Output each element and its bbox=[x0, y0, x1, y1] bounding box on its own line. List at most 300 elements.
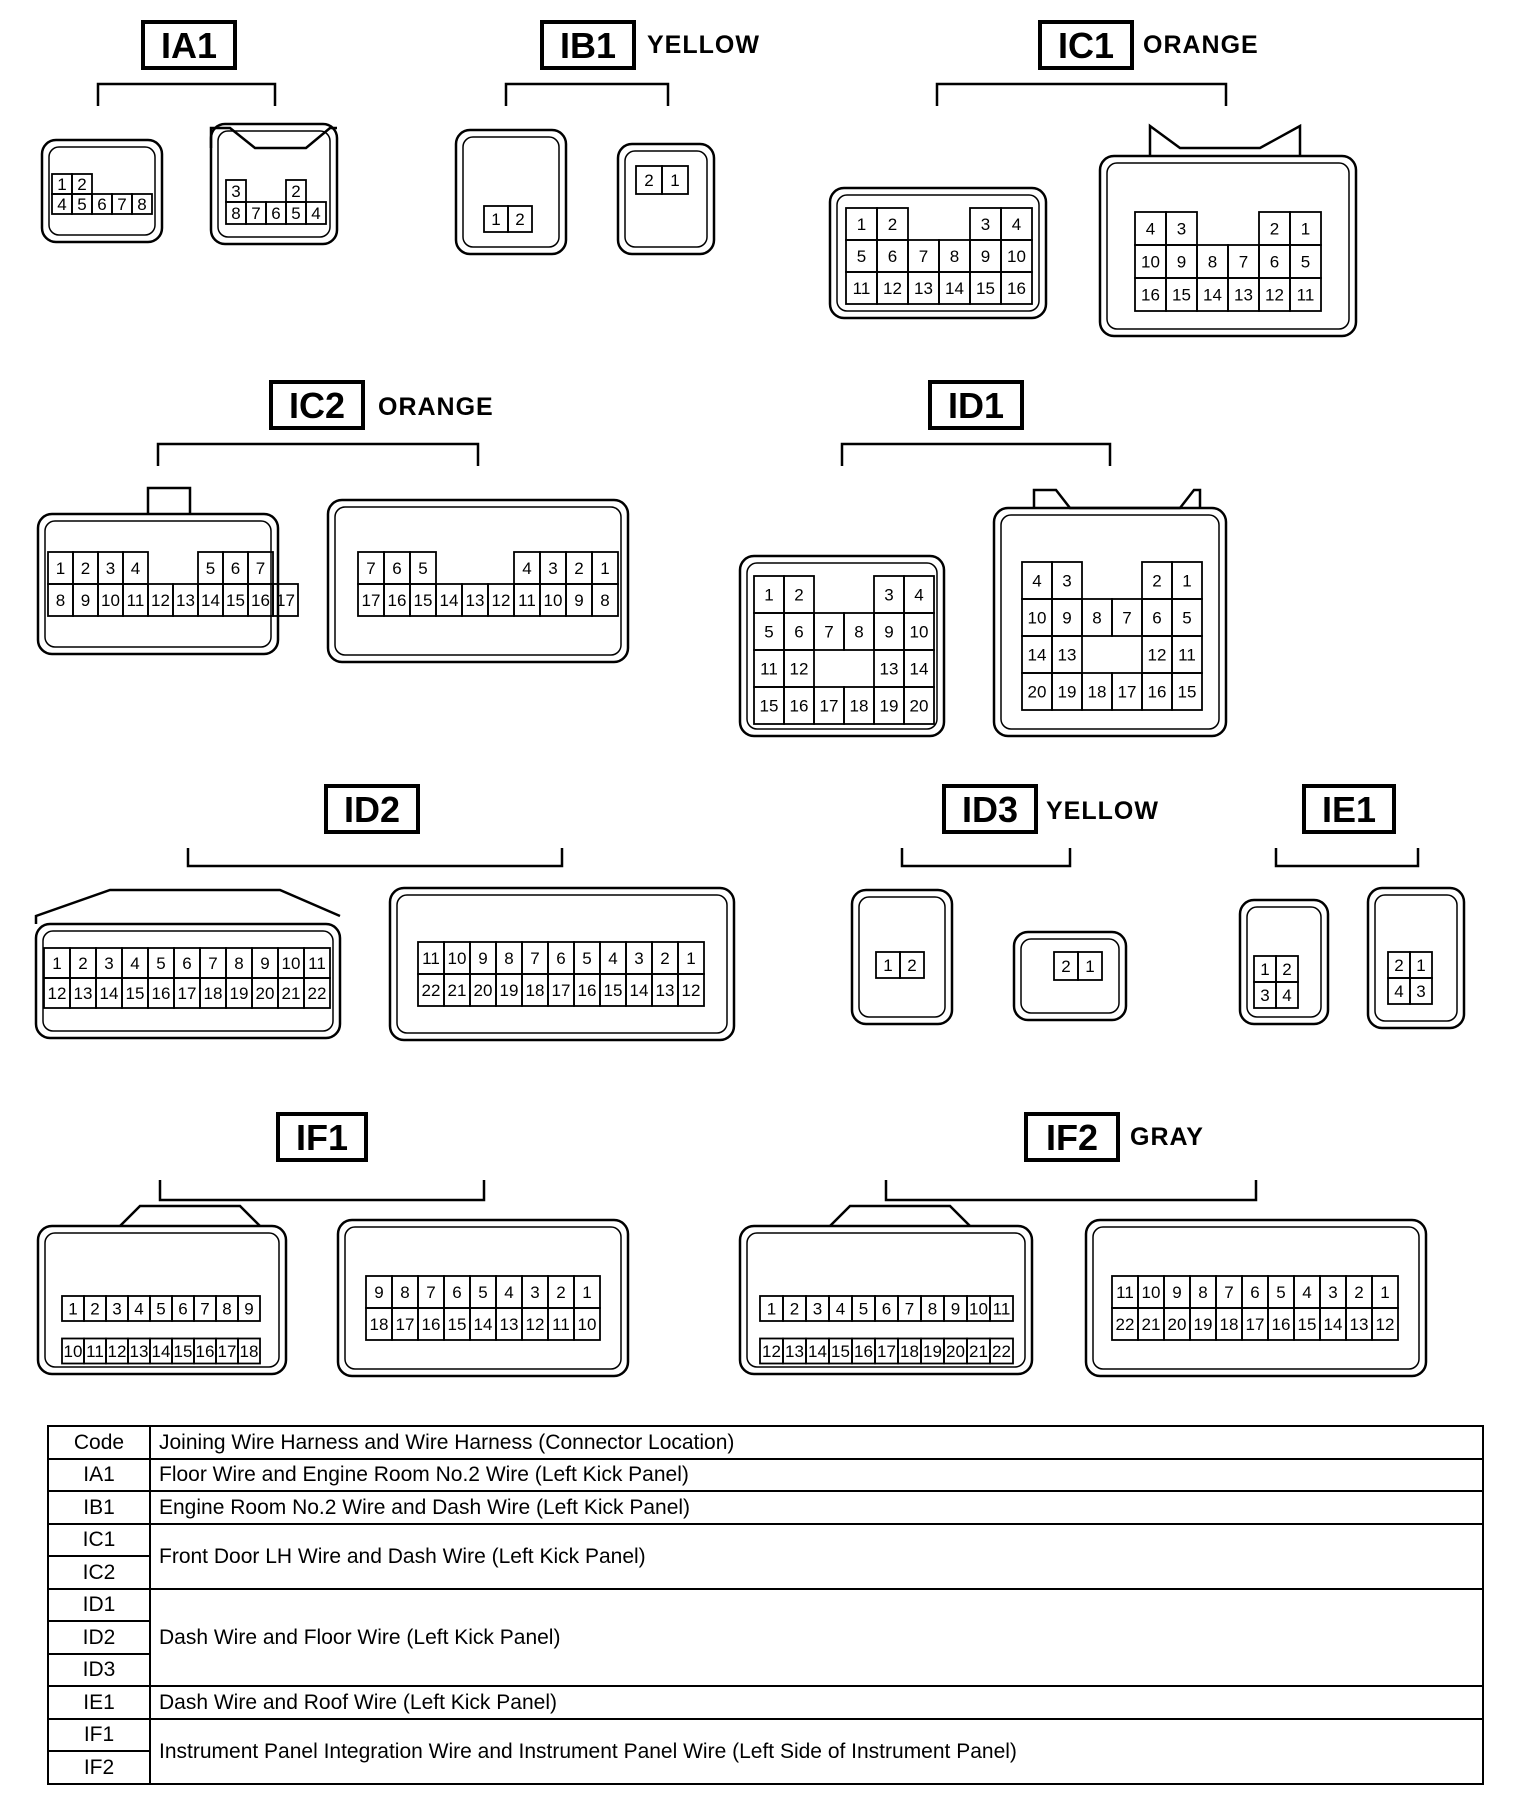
row-code: IA1 bbox=[48, 1459, 150, 1492]
pin-grid-right bbox=[1135, 212, 1321, 311]
pin-number: 2 bbox=[291, 182, 301, 201]
pin-number: 10 bbox=[1141, 252, 1160, 272]
pin-number: 8 bbox=[1198, 1283, 1208, 1302]
pin-number: 15 bbox=[413, 591, 433, 610]
pin-number: 6 bbox=[182, 954, 192, 973]
pin-number: 9 bbox=[80, 591, 91, 610]
pin-number: 1 bbox=[600, 559, 610, 578]
pin-grid-left bbox=[754, 576, 934, 724]
connector-code-label: ID1 bbox=[947, 385, 1005, 426]
pin-number: 7 bbox=[1238, 252, 1249, 272]
pin-number: 16 bbox=[387, 591, 407, 610]
pin-number: 14 bbox=[1203, 285, 1222, 305]
row-code: ID2 bbox=[48, 1621, 150, 1654]
pin-number: 14 bbox=[1323, 1315, 1343, 1334]
pin-grid-left bbox=[62, 1296, 260, 1364]
pin-number: 10 bbox=[969, 1299, 988, 1319]
pin-number: 11 bbox=[1116, 1283, 1134, 1302]
pin-number: 19 bbox=[923, 1342, 942, 1361]
pin-number: 18 bbox=[525, 981, 545, 1000]
pin-number: 18 bbox=[1219, 1315, 1239, 1334]
pin-number: 13 bbox=[655, 981, 675, 1000]
pin-number: 6 bbox=[556, 949, 566, 968]
pin-number: 13 bbox=[914, 279, 933, 298]
pin-number: 17 bbox=[1117, 682, 1137, 702]
pin-number: 11 bbox=[992, 1299, 1011, 1319]
pin-number: 4 bbox=[1011, 215, 1022, 234]
pin-grid-left bbox=[1254, 956, 1298, 1008]
pin-number: 5 bbox=[205, 559, 216, 578]
row-description: Instrument Panel Integration Wire and Instrument Panel Wire (Left Side of Instrument Panel) bbox=[150, 1719, 1483, 1784]
pin-number: 10 bbox=[101, 591, 120, 610]
pin-number: 2 bbox=[1394, 956, 1404, 975]
connector-latch bbox=[120, 1206, 260, 1226]
pin-number: 12 bbox=[762, 1342, 781, 1361]
row-code: IE1 bbox=[48, 1686, 150, 1719]
connector-id3 bbox=[852, 786, 1159, 1024]
pin-number: 6 bbox=[881, 1299, 892, 1319]
pin-number: 1 bbox=[1380, 1283, 1390, 1302]
pin-number: 2 bbox=[515, 210, 525, 229]
pin-number: 6 bbox=[1152, 608, 1162, 628]
pin-number: 6 bbox=[392, 559, 402, 578]
pin-number: 15 bbox=[1297, 1315, 1317, 1334]
pin-number: 6 bbox=[230, 559, 241, 578]
pin-number: 6 bbox=[1269, 252, 1280, 272]
pin-number: 1 bbox=[1300, 219, 1311, 239]
connector-housing-left bbox=[456, 130, 566, 254]
connector-bracket bbox=[506, 84, 668, 106]
pin-number: 9 bbox=[950, 1299, 961, 1319]
pin-grid-left bbox=[876, 952, 924, 978]
row-code: IC2 bbox=[48, 1556, 150, 1589]
pin-number: 2 bbox=[77, 175, 87, 194]
pin-number: 6 bbox=[178, 1299, 188, 1319]
pin-number: 10 bbox=[281, 954, 301, 973]
pin-number: 22 bbox=[421, 981, 441, 1000]
pin-number: 10 bbox=[1027, 608, 1047, 628]
connector-housing-inner bbox=[335, 507, 621, 655]
pin-number: 15 bbox=[759, 696, 779, 716]
pin-number: 1 bbox=[883, 956, 893, 975]
pin-number: 11 bbox=[308, 954, 326, 973]
pin-number: 1 bbox=[582, 1283, 592, 1302]
pin-number: 13 bbox=[499, 1315, 519, 1334]
pin-number: 5 bbox=[1300, 252, 1311, 272]
pin-number: 7 bbox=[1122, 608, 1132, 628]
pin-number: 17 bbox=[877, 1342, 896, 1361]
pin-number: 21 bbox=[447, 981, 467, 1000]
connector-ib1 bbox=[456, 22, 760, 254]
pin-number: 4 bbox=[914, 585, 924, 605]
pin-number: 3 bbox=[980, 215, 991, 234]
pin-number: 7 bbox=[530, 949, 540, 968]
pin-number: 1 bbox=[68, 1299, 78, 1319]
pin-number: 1 bbox=[764, 585, 774, 605]
pin-number: 16 bbox=[1271, 1315, 1291, 1334]
row-description: Floor Wire and Engine Room No.2 Wire (Left Kick Panel) bbox=[150, 1459, 1483, 1492]
pin-number: 5 bbox=[858, 1299, 869, 1319]
pin-number: 3 bbox=[530, 1283, 540, 1302]
pin-number: 20 bbox=[1027, 682, 1047, 702]
pin-grid-right bbox=[1022, 562, 1202, 710]
connector-code-label: ID3 bbox=[961, 789, 1019, 830]
pin-number: 3 bbox=[812, 1299, 823, 1319]
pin-number: 12 bbox=[681, 981, 701, 1000]
pin-number: 17 bbox=[395, 1315, 415, 1334]
pin-number: 22 bbox=[992, 1342, 1011, 1361]
connector-latch bbox=[148, 488, 190, 514]
pin-number: 4 bbox=[57, 195, 67, 214]
pin-number: 19 bbox=[1057, 682, 1077, 702]
pin-number: 4 bbox=[1145, 219, 1156, 239]
connector-code-label: IE1 bbox=[1321, 789, 1377, 830]
pin-number: 4 bbox=[134, 1299, 144, 1319]
pin-number: 17 bbox=[1245, 1315, 1265, 1334]
pin-number: 9 bbox=[260, 954, 270, 973]
pin-number: 1 bbox=[55, 559, 66, 578]
pin-number: 8 bbox=[854, 622, 864, 642]
pin-number: 14 bbox=[151, 1342, 171, 1361]
pin-number: 7 bbox=[117, 195, 127, 214]
pin-number: 5 bbox=[856, 247, 867, 266]
pin-number: 14 bbox=[909, 659, 929, 679]
pin-number: 4 bbox=[311, 204, 321, 223]
pin-number: 14 bbox=[439, 591, 459, 610]
row-description: Engine Room No.2 Wire and Dash Wire (Left Kick Panel) bbox=[150, 1491, 1483, 1524]
pin-number: 19 bbox=[229, 984, 249, 1003]
row-code: IF2 bbox=[48, 1751, 150, 1784]
pin-number: 19 bbox=[1193, 1315, 1213, 1334]
pin-number: 13 bbox=[129, 1342, 149, 1361]
pin-number: 3 bbox=[231, 182, 241, 201]
pin-number: 13 bbox=[73, 984, 93, 1003]
pin-number: 13 bbox=[1057, 645, 1077, 665]
pin-number: 20 bbox=[1167, 1315, 1187, 1334]
connector-housing-inner bbox=[859, 897, 945, 1017]
pin-number: 2 bbox=[1152, 571, 1162, 591]
connector-code-label: IB1 bbox=[559, 25, 617, 66]
pin-number: 11 bbox=[852, 279, 871, 298]
connector-ie1 bbox=[1240, 786, 1464, 1028]
pin-number: 9 bbox=[1172, 1283, 1182, 1302]
pin-number: 1 bbox=[1182, 571, 1192, 591]
pin-number: 22 bbox=[1115, 1315, 1135, 1334]
table-row bbox=[48, 1491, 1483, 1524]
pin-number: 11 bbox=[760, 659, 778, 679]
pin-number: 3 bbox=[105, 559, 116, 578]
connector-legend-table bbox=[47, 1425, 1484, 1785]
table-row bbox=[48, 1524, 1483, 1557]
connector-ic1 bbox=[830, 22, 1356, 336]
pin-number: 8 bbox=[55, 591, 66, 610]
pin-number: 12 bbox=[1375, 1315, 1395, 1334]
pin-number: 14 bbox=[945, 279, 964, 298]
pin-number: 4 bbox=[1282, 986, 1292, 1005]
pin-grid-left bbox=[52, 174, 152, 214]
pin-number: 7 bbox=[200, 1299, 210, 1319]
pin-number: 2 bbox=[887, 215, 898, 234]
pin-number: 13 bbox=[1349, 1315, 1369, 1334]
pin-number: 10 bbox=[1007, 247, 1026, 266]
connector-bracket bbox=[902, 848, 1070, 866]
pin-number: 6 bbox=[887, 247, 898, 266]
pin-number: 7 bbox=[255, 559, 266, 578]
pin-grid-left bbox=[846, 208, 1032, 304]
connector-code-label: IA1 bbox=[160, 25, 218, 66]
pin-number: 11 bbox=[1178, 645, 1196, 665]
pin-grid-right bbox=[636, 166, 688, 194]
pin-number: 2 bbox=[556, 1283, 566, 1302]
pin-number: 21 bbox=[1141, 1315, 1161, 1334]
pin-number: 20 bbox=[255, 984, 275, 1003]
pin-number: 16 bbox=[1141, 285, 1160, 305]
pin-number: 22 bbox=[307, 984, 327, 1003]
pin-number: 3 bbox=[634, 949, 644, 968]
pin-number: 7 bbox=[1224, 1283, 1234, 1302]
pin-number: 12 bbox=[1265, 285, 1284, 305]
connector-bracket bbox=[188, 848, 562, 866]
pin-grid-right bbox=[1388, 952, 1432, 1004]
pin-number: 14 bbox=[201, 591, 220, 610]
row-description: Dash Wire and Floor Wire (Left Kick Panel) bbox=[150, 1589, 1483, 1687]
pin-number: 2 bbox=[789, 1299, 800, 1319]
connector-bracket bbox=[842, 444, 1110, 466]
pin-number: 7 bbox=[208, 954, 218, 973]
pin-number: 2 bbox=[794, 585, 804, 605]
pin-number: 8 bbox=[1092, 608, 1102, 628]
pin-number: 14 bbox=[1027, 645, 1047, 665]
pin-number: 17 bbox=[361, 591, 381, 610]
pin-number: 1 bbox=[856, 215, 867, 234]
pin-number: 15 bbox=[831, 1342, 850, 1361]
table-row bbox=[48, 1686, 1483, 1719]
pin-number: 20 bbox=[909, 696, 929, 716]
pin-number: 18 bbox=[369, 1315, 389, 1334]
pin-number: 11 bbox=[1296, 285, 1315, 305]
pin-number: 13 bbox=[1234, 285, 1253, 305]
pin-number: 11 bbox=[552, 1315, 570, 1334]
pin-number: 5 bbox=[478, 1283, 488, 1302]
pin-number: 19 bbox=[499, 981, 519, 1000]
pin-number: 11 bbox=[422, 949, 440, 968]
pin-number: 3 bbox=[112, 1299, 122, 1319]
pin-number: 2 bbox=[644, 171, 654, 190]
pin-number: 15 bbox=[1177, 682, 1197, 702]
pin-number: 15 bbox=[226, 591, 245, 610]
pin-number: 8 bbox=[949, 247, 960, 266]
pin-number: 9 bbox=[478, 949, 488, 968]
connector-latch bbox=[1150, 126, 1300, 156]
pin-number: 20 bbox=[473, 981, 493, 1000]
pin-number: 8 bbox=[927, 1299, 938, 1319]
row-code: ID3 bbox=[48, 1654, 150, 1687]
connector-color-label: ORANGE bbox=[378, 393, 494, 421]
table-header-row bbox=[48, 1426, 1483, 1459]
row-code: IB1 bbox=[48, 1491, 150, 1524]
header-description: Joining Wire Harness and Wire Harness (Connector Location) bbox=[150, 1426, 1483, 1459]
pin-number: 9 bbox=[374, 1283, 384, 1302]
pin-number: 3 bbox=[884, 585, 894, 605]
pin-number: 15 bbox=[173, 1342, 193, 1361]
pin-number: 17 bbox=[217, 1342, 237, 1361]
pin-number: 18 bbox=[1087, 682, 1107, 702]
pin-number: 17 bbox=[276, 591, 295, 610]
pin-number: 8 bbox=[504, 949, 514, 968]
pin-number: 20 bbox=[946, 1342, 965, 1361]
pin-grid-left bbox=[760, 1296, 1013, 1364]
pin-number: 7 bbox=[904, 1299, 915, 1319]
pin-number: 2 bbox=[1354, 1283, 1364, 1302]
pin-grid-right bbox=[418, 942, 704, 1006]
pin-number: 2 bbox=[1269, 219, 1280, 239]
pin-number: 1 bbox=[766, 1299, 777, 1319]
connector-housing-inner bbox=[43, 931, 333, 1031]
pin-number: 1 bbox=[1260, 960, 1270, 979]
pin-number: 3 bbox=[1062, 571, 1072, 591]
pin-number: 4 bbox=[130, 954, 140, 973]
row-code: IC1 bbox=[48, 1524, 150, 1557]
connector-housing-left bbox=[36, 924, 340, 1038]
pin-number: 19 bbox=[879, 696, 899, 716]
pin-number: 12 bbox=[1147, 645, 1167, 665]
pin-grid-right bbox=[358, 552, 618, 616]
pin-number: 1 bbox=[491, 210, 501, 229]
pin-number: 17 bbox=[819, 696, 839, 716]
table-row bbox=[48, 1459, 1483, 1492]
pin-number: 4 bbox=[522, 559, 532, 578]
pin-number: 10 bbox=[909, 622, 929, 642]
pin-number: 7 bbox=[426, 1283, 436, 1302]
pin-number: 16 bbox=[1147, 682, 1167, 702]
pin-number: 5 bbox=[156, 954, 166, 973]
pin-number: 2 bbox=[1282, 960, 1292, 979]
pin-number: 4 bbox=[835, 1299, 846, 1319]
pin-number: 8 bbox=[400, 1283, 410, 1302]
pin-number: 2 bbox=[660, 949, 670, 968]
pin-number: 1 bbox=[57, 175, 67, 194]
pin-number: 4 bbox=[1394, 982, 1404, 1001]
pin-number: 12 bbox=[151, 591, 170, 610]
pin-number: 12 bbox=[107, 1342, 127, 1361]
connector-color-label: YELLOW bbox=[647, 31, 760, 59]
connector-code-label: IF1 bbox=[295, 1117, 349, 1158]
connector-housing-left bbox=[852, 890, 952, 1024]
pin-number: 9 bbox=[980, 247, 991, 266]
pin-number: 8 bbox=[600, 591, 610, 610]
connector-code-label: ID2 bbox=[343, 789, 401, 830]
pin-number: 14 bbox=[629, 981, 649, 1000]
pin-grid-left bbox=[44, 948, 330, 1008]
pin-number: 5 bbox=[764, 622, 774, 642]
pin-number: 16 bbox=[251, 591, 270, 610]
pin-number: 7 bbox=[824, 622, 834, 642]
pin-number: 3 bbox=[1328, 1283, 1338, 1302]
pin-number: 17 bbox=[177, 984, 197, 1003]
connector-color-label: GRAY bbox=[1130, 1123, 1204, 1151]
pin-number: 5 bbox=[582, 949, 592, 968]
pin-number: 6 bbox=[1250, 1283, 1260, 1302]
pin-number: 16 bbox=[789, 696, 809, 716]
pin-number: 9 bbox=[244, 1299, 254, 1319]
pin-number: 10 bbox=[577, 1315, 597, 1334]
pin-number: 9 bbox=[574, 591, 584, 610]
pin-number: 3 bbox=[1176, 219, 1187, 239]
connector-code-label: IC1 bbox=[1057, 25, 1115, 66]
connector-housing-inner bbox=[463, 137, 559, 247]
pin-number: 10 bbox=[63, 1342, 83, 1361]
pin-number: 6 bbox=[271, 204, 281, 223]
pin-number: 3 bbox=[1416, 982, 1426, 1001]
pin-number: 12 bbox=[47, 984, 67, 1003]
pin-number: 16 bbox=[854, 1342, 873, 1361]
pin-number: 2 bbox=[1061, 957, 1071, 976]
connector-bracket bbox=[98, 84, 275, 106]
pin-number: 7 bbox=[918, 247, 929, 266]
pin-number: 18 bbox=[239, 1342, 259, 1361]
pin-number: 6 bbox=[97, 195, 107, 214]
pin-number: 1 bbox=[670, 171, 680, 190]
pin-number: 18 bbox=[900, 1342, 919, 1361]
pin-number: 16 bbox=[1007, 279, 1026, 298]
pin-number: 6 bbox=[794, 622, 804, 642]
connector-housing-inner bbox=[1021, 939, 1119, 1013]
pin-number: 15 bbox=[447, 1315, 467, 1334]
pin-grid-left bbox=[48, 552, 298, 616]
pin-number: 8 bbox=[1207, 252, 1218, 272]
pin-number: 15 bbox=[1172, 285, 1191, 305]
pin-number: 18 bbox=[849, 696, 869, 716]
connector-housing-right bbox=[618, 144, 714, 254]
pin-grid-right bbox=[1112, 1276, 1398, 1340]
pin-number: 10 bbox=[447, 949, 467, 968]
pin-number: 12 bbox=[491, 591, 511, 610]
pin-number: 3 bbox=[548, 559, 558, 578]
connector-latch bbox=[1034, 490, 1200, 508]
pin-number: 3 bbox=[104, 954, 114, 973]
pin-number: 5 bbox=[77, 195, 87, 214]
header-code: Code bbox=[48, 1426, 150, 1459]
pin-number: 2 bbox=[90, 1299, 100, 1319]
table-row bbox=[48, 1719, 1483, 1752]
connector-id2 bbox=[36, 786, 734, 1040]
connector-bracket bbox=[937, 84, 1226, 106]
connector-housing-right bbox=[1014, 932, 1126, 1020]
pin-number: 21 bbox=[281, 984, 301, 1003]
pin-number: 8 bbox=[231, 204, 241, 223]
pin-number: 13 bbox=[465, 591, 485, 610]
pin-number: 2 bbox=[80, 559, 91, 578]
pin-number: 14 bbox=[808, 1342, 827, 1361]
pin-number: 16 bbox=[421, 1315, 441, 1334]
connector-latch bbox=[36, 890, 340, 924]
pin-grid-right bbox=[366, 1276, 600, 1340]
pin-number: 14 bbox=[473, 1315, 493, 1334]
pin-number: 3 bbox=[1260, 986, 1270, 1005]
pin-number: 8 bbox=[137, 195, 147, 214]
connector-bracket bbox=[158, 444, 478, 466]
pin-number: 6 bbox=[452, 1283, 462, 1302]
pin-number: 7 bbox=[366, 559, 376, 578]
connector-color-label: ORANGE bbox=[1143, 31, 1259, 59]
pin-number: 5 bbox=[156, 1299, 166, 1319]
pin-number: 16 bbox=[151, 984, 171, 1003]
pin-number: 14 bbox=[99, 984, 119, 1003]
connector-if2 bbox=[740, 1114, 1426, 1376]
pin-number: 13 bbox=[176, 591, 195, 610]
pin-number: 4 bbox=[1032, 571, 1042, 591]
pin-number: 2 bbox=[907, 956, 917, 975]
